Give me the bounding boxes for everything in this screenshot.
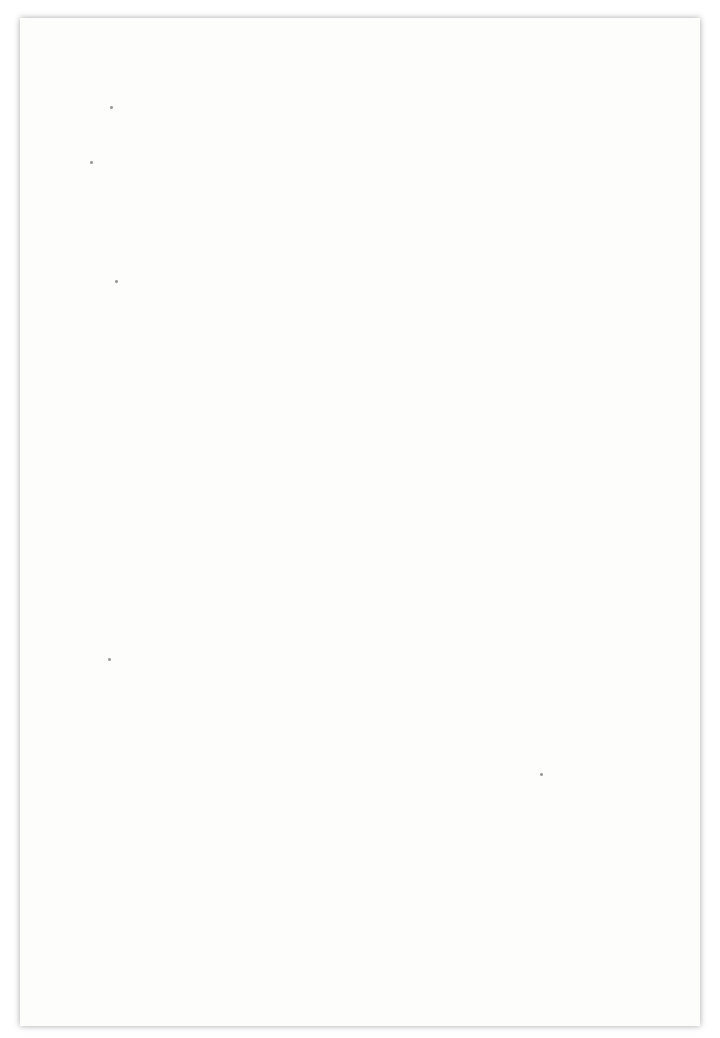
scan-speck — [110, 106, 113, 109]
table-of-contents — [20, 18, 700, 1026]
scan-speck — [115, 280, 118, 283]
scan-speck — [108, 658, 111, 661]
scan-speck — [90, 161, 93, 164]
scan-speck — [540, 773, 543, 776]
document-page — [20, 18, 700, 1026]
